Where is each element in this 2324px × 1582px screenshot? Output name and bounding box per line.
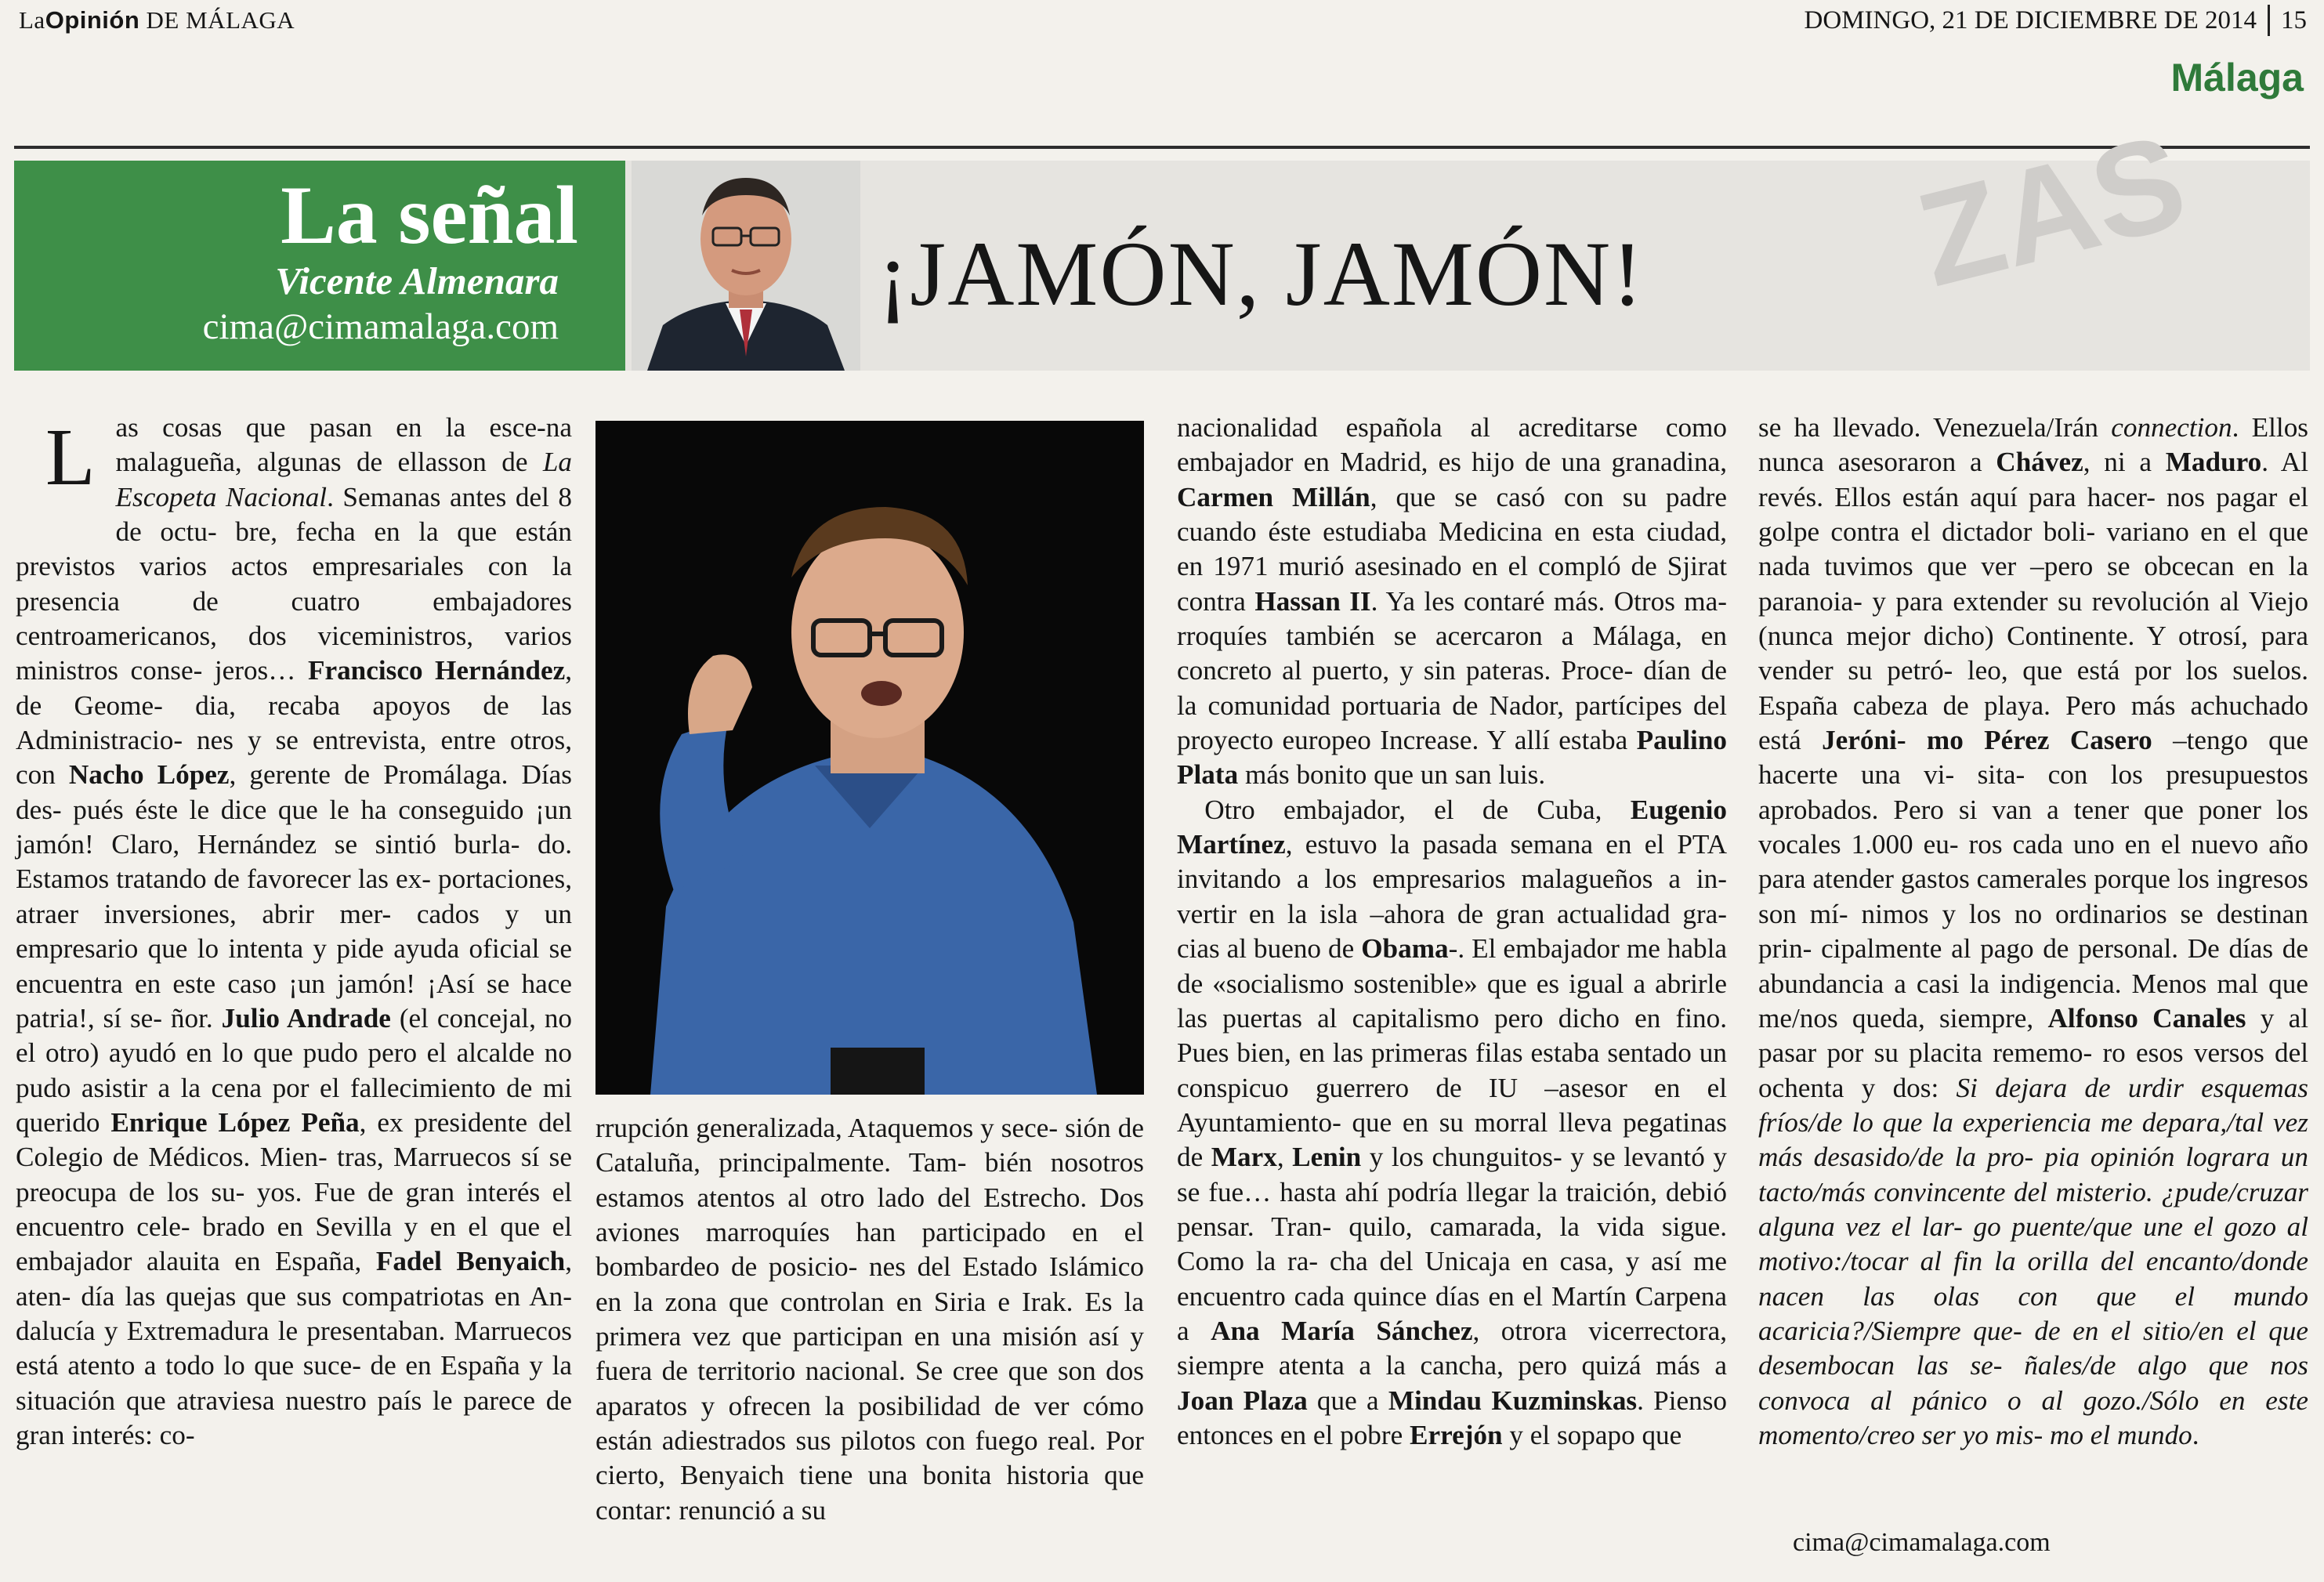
article-column-1 [16,411,572,1453]
italic-text: Si dejara de urdir esquemas fríos/de lo que la experiencia me depara,/tal vez más desasido/de la pro- pia opinión lograra un tacto/más convincente del misterio. ¿pude/cruzar alguna vez el lar- go puente/que une el gozo al motivo:/tocar al fin la orilla del encanto/donde nacen las olas con que el mundo acaricia?/Siempre que- de en el sitio/en el que desembocan las se- ñales/de algo que nos convoca al pánico o al gozo./Sólo en este momento/creo ser yo mis- mo el mundo [1758,1072,2308,1450]
person-name: Julio Andrade [221,1002,391,1034]
masthead-brand [19,6,295,34]
signature-email: cima@cimamalaga.com [1793,1528,2051,1557]
person-name: Errejón [1410,1419,1503,1450]
masthead-dateline [1805,5,2307,36]
headline: ¡JAMÓN, JAMÓN! [878,223,1645,325]
article-photo [595,421,1144,1095]
article-text-column-2: rrupción generalizada, Ataquemos y sece- sión de Cataluña, principalmente. Tam- bién nosotros estamos atentos al otro lado del Estrecho. Dos aviones marroquíes han participado en el bombardeo de posicio- nes del Estado Islámico en la zona que controlan en Siria e Irak. Es la primera vez que participan en una misión así y fuera de territorio nacional. Se cree que son dos aparatos y ofrecen la posibilidad de ver cómo están adiestrados sus pilotos con fuego real. Por cierto, Benyaich tiene una bonita historia que contar: renunció a su [595,1113,1144,1526]
brand-opinion: Opinión [45,6,140,34]
person-name: Enrique López Peña [110,1106,360,1138]
article-text-column-4: se ha llevado. Venezuela/Irán connection. Ellos nunca asesoraron a Chávez, ni a Maduro. Al revés. Ellos están aquí para hacer- nos pagar el golpe contra el dictador boli- variano en el que nada tuvimos que ver –pero se obcecan en la paranoia- y para extender su revolución al Viejo (nunca mejor dicho) Continente. Y otrosí, para vender su petró- leo, que está por los suelos. España cabeza de playa. Pero más achuchado está Jeróni- mo Pérez Casero –tengo que hacerte una vi- sita- con los presupuestos aprobados. Pero si van a tener que poner los vocales 1.000 eu- ros cada uno en el nuevo año para atender gastos camerales porque los ingresos son mí- nimos y los no ordinarios se destinan prin- cipalmente al pago de personal. De días de abundancia a casi la indigencia. Menos mal que me/nos queda, siempre, Alfonso Canales y al pasar por su placita rememo- ro esos versos del ochenta y dos: Si dejara de urdir esquemas fríos/de lo que la experiencia me depara,/tal vez más desasido/de la pro- pia opinión lograra un tacto/más convincente del misterio. ¿pude/cruzar alguna vez el lar- go puente/que une el gozo al motivo:/tocar al fin la orilla del encanto/donde nacen las olas con que el mundo acaricia?/Siempre que- de en el sitio/en el que desembocan las se- ñales/de algo que nos convoca al pánico o al gozo./Sólo en este momento/creo ser yo mis- mo el mundo. [1758,412,2308,1450]
drop-cap: L [45,412,96,502]
top-rule [14,146,2310,149]
background-watermark: ZAS [1904,106,2199,316]
person-name: Alfonso Canales [2047,1002,2246,1034]
article-text-column-1: as cosas que pasan en la esce-na malagueña, algunas de ellasson de La Escopeta Nacional. Semanas antes del 8 de octu- bre, fecha en la que están previstos varios actos empresariales con la presencia de cuatro embajadores centroamericanos, dos viceministros, varios ministros conse- jeros… Francisco Hernández, de Geome- dia, recaba apoyos de las Administracio- nes y se entrevista, entre otros, con Nacho López, gerente de Promálaga. Días des- pués éste le dice que le ha conseguido ¡un jamón! Claro, Hernández se sintió burla- do. Estamos tratando de favorecer las ex- portaciones, atraer inversiones, abrir mer- cados y un empresario que lo intenta y pide ayuda oficial se encuentra en este caso ¡un jamón! ¡Así se hace patria!, sí se- ñor. Julio Andrade (el concejal, no el otro) ayudó en lo que pudo pero el alcalde no pudo asistir a la cena por el fallecimiento de mi querido Enrique López Peña, ex presidente del Colegio de Médicos. Mien- tras, Marruecos sí se preocupa de los su- yos. Fue de gran interés el encuentro cele- brado en Sevilla y en el que el embajador alauita en España, Fadel Benyaich, aten- día las quejas que sus compatriotas en An- dalucía y Extremadura le presentaban. Marruecos está atento a todo lo que suce- de en España y la situación que atraviesa nuestro país le parece de gran interés: co- [16,412,573,1450]
author-portrait [632,161,860,371]
person-name: Joan Plaza [1177,1385,1308,1416]
person-name: Mindau Kuzminskas [1388,1385,1638,1416]
person-name: Eugenio Martínez [1177,794,1727,860]
column-email: cima@cimamalaga.com [202,306,559,347]
person-name: Marx [1211,1142,1277,1173]
section-label: Málaga [2170,56,2304,100]
brand-la: La [19,6,45,34]
person-name: Hassan II [1254,585,1371,617]
person-name: Ana María Sánchez [1211,1315,1473,1346]
person-name: Fadel Benyaich [375,1246,566,1277]
italic-text: La Escopeta Nacional [115,447,572,512]
article-column-3 [1177,411,1727,1453]
person-name: Jeróni- mo Pérez Casero [1822,725,2152,756]
brand-city: DE MÁLAGA [146,6,295,34]
person-name: Nacho López [68,759,230,791]
author-portrait-illustration [632,161,860,371]
person-name: Francisco Hernández [307,655,566,686]
speaker-photo-illustration [595,421,1144,1095]
person-name: Carmen Millán [1177,481,1370,512]
column-title: La señal [281,169,578,261]
person-name: Paulino Plata [1177,725,1727,791]
article-column-4 [1758,411,2308,1453]
divider [2268,5,2270,36]
column-nameplate [14,161,625,371]
person-name: Chávez [1996,447,2083,478]
article-text-column-3: nacionalidad española al acreditarse como embajador en Madrid, es hijo de una granadina, Carmen Millán, que se casó con su padre cuando éste estudiaba Medicina en esta ciudad, en 1971 murió asesinado en el compló de Sjirat contra Hassan II. Ya les contaré más. Otros ma- rroquíes también se acercaron a Málaga, en concreto al puerto, y sin pateras. Proce- dían de la comunidad portuaria de Nador, partícipes del proyecto europeo Increase. Y allí estaba Paulino Plata más bonito que un san luis. Otro embajador, el de Cuba, Eugenio Martínez, estuvo la pasada semana en el PTA invitando a los empresarios malagueños a in- vertir en la isla –ahora de gran actualidad gra- cias al bueno de Obama-. El embajador me habla de «socialismo sostenible» que es igual a abrirle las puertas al capitalismo pero dicho en fino. Pues bien, en las primeras filas estaba sentado un conspicuo guerrero de IU –asesor en el Ayuntamiento- que en su morral lleva pegatinas de Marx, Lenin y los chunguitos- y se levantó y se fue… hasta ahí podría llegar la traición, debió pensar. Tran- quilo, camarada, la vida sigue. Como la ra- cha del Unicaja en casa, y así me encuentro cada quince días en el Martín Carpena a Ana María Sánchez, otrora vicerrectora, siempre atenta a la cancha, pero quizá más a Joan Plaza que a Mindau Kuzminskas. Pienso entonces en el pobre Errejón y el sopapo que [1177,412,1728,1450]
column-author: Vicente Almenara [275,259,559,302]
person-name: Maduro [2165,447,2262,478]
article-column-2 [595,1111,1144,1528]
page-number: 15 [2281,5,2307,34]
issue-date: DOMINGO, 21 DE DICIEMBRE DE 2014 [1804,5,2257,34]
person-name: Lenin [1292,1142,1362,1173]
person-name: Obama [1361,933,1449,965]
italic-text: connection [2111,412,2232,443]
